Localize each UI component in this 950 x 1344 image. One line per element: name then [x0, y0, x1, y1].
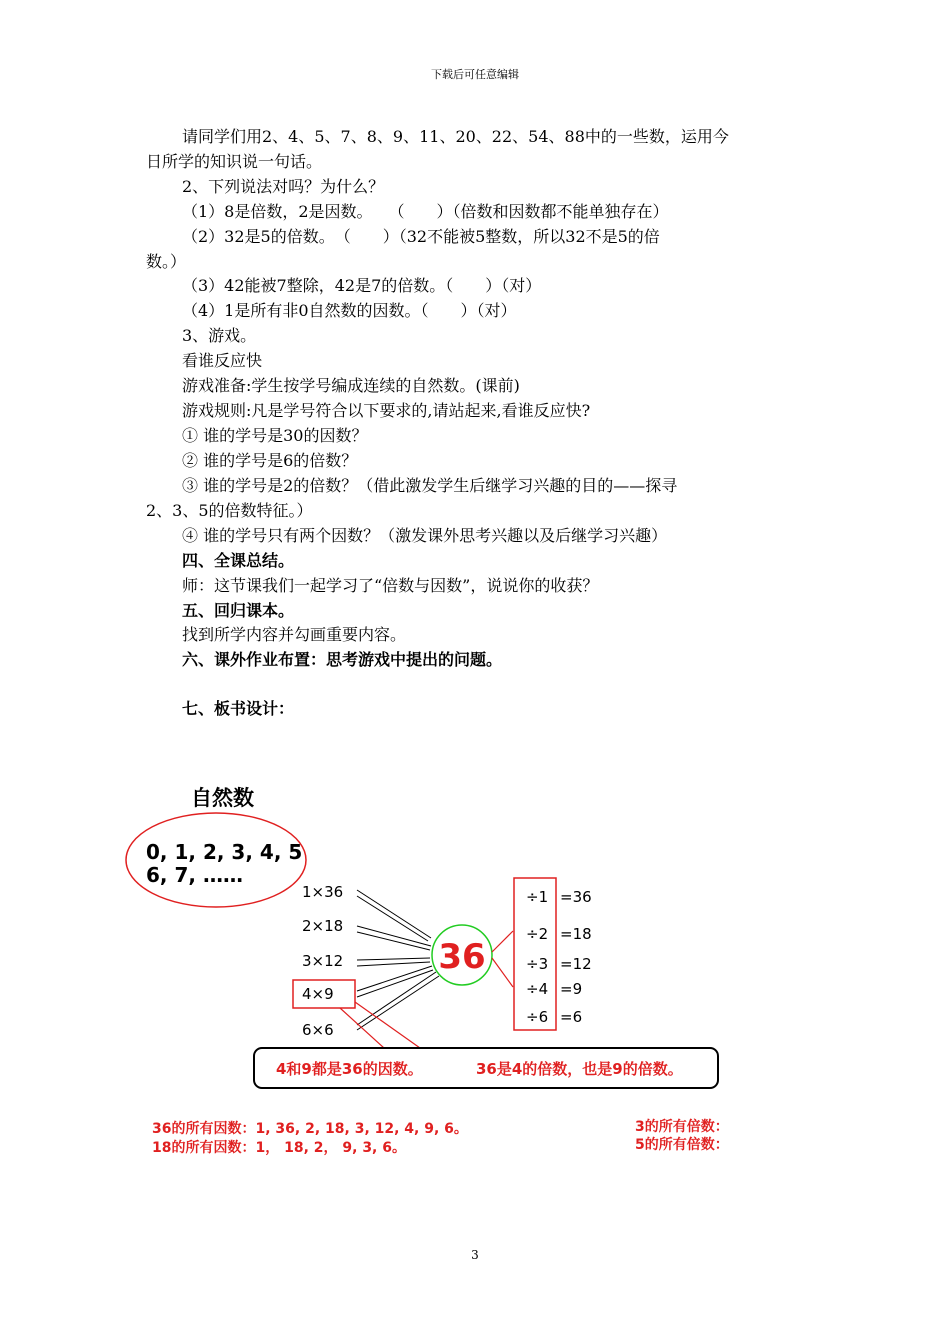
page-number: 3 [471, 1248, 479, 1262]
naturals-line-1: 0, 1, 2, 3, 4, 5 [146, 840, 303, 864]
quotient-9: =9 [560, 980, 583, 998]
division-1: ÷1 [526, 888, 549, 906]
statement-factors: 4和9都是36的因数。 [276, 1060, 423, 1078]
factors-of-36: 36的所有因数：1, 36, 2, 18, 3, 12, 4, 9, 6。 [152, 1121, 468, 1137]
naturals-line-2: 6, 7, …… [146, 863, 243, 887]
division-2: ÷2 [526, 925, 549, 943]
text-line: 2、下列说法对吗？为什么？ [182, 177, 385, 196]
text-line: 日所学的知识说一句话。 [146, 152, 323, 171]
text-line: 游戏规则:凡是学号符合以下要求的,请站起来,看谁反应快? [182, 401, 591, 420]
quotient-12: =12 [560, 955, 592, 973]
board-title: 自然数 [191, 786, 254, 810]
text-line: 2、3、5的倍数特征。） [146, 501, 313, 520]
factors-of-18: 18的所有因数：1， 18, 2， 9, 3, 6。 [152, 1140, 406, 1156]
text-line: ① 谁的学号是30的因数？ [182, 426, 368, 445]
quotient-18: =18 [560, 925, 592, 943]
text-line: 请同学们用2、4、5、7、8、9、11、20、22、54、88中的一些数，运用今 [182, 127, 729, 146]
text-line: ③ 谁的学号是2的倍数？（借此激发学生后继学习兴趣的目的——探寻 [182, 476, 678, 495]
division-4: ÷4 [526, 980, 549, 998]
text-line: （4）1是所有非0自然数的因数。（ ）（对） [182, 301, 517, 320]
multiples-of-5: 5的所有倍数： [635, 1137, 729, 1153]
section-heading: 七、板书设计： [182, 699, 295, 718]
text-line: 3、游戏。 [182, 326, 257, 345]
section-heading: 四、全课总结。 [182, 551, 295, 570]
product-1x36: 1×36 [302, 883, 344, 901]
product-3x12: 3×12 [302, 952, 344, 970]
text-line: ② 谁的学号是6的倍数？ [182, 451, 358, 470]
text-line: 看谁反应快 [182, 351, 263, 370]
text-line: （1）8是倍数，2是因数。 （ ）（倍数和因数都不能单独存在） [182, 202, 669, 221]
text-line: 游戏准备:学生按学号编成连续的自然数。(课前) [182, 376, 520, 395]
text-line: ④ 谁的学号只有两个因数？（激发课外思考兴趣以及后继学习兴趣） [182, 526, 668, 545]
quotient-36: =36 [560, 888, 592, 906]
text-line: 师：这节课我们一起学习了“倍数与因数”，说说你的收获？ [182, 576, 599, 595]
multiples-of-3: 3的所有倍数： [635, 1119, 729, 1135]
section-heading: 六、课外作业布置：思考游戏中提出的问题。 [182, 650, 503, 669]
division-6: ÷6 [526, 1008, 549, 1026]
product-4x9: 4×9 [302, 985, 334, 1003]
product-6x6: 6×6 [302, 1021, 334, 1039]
text-line: （3）42能被7整除，42是7的倍数。（ ）（对） [182, 276, 542, 295]
page-header: 下载后可任意编辑 [431, 68, 519, 81]
text-line: （2）32是5的倍数。 （ ）（32不能被5整数，所以32不是5的倍 [182, 227, 660, 246]
text-line: 数。） [146, 252, 187, 271]
product-2x18: 2×18 [302, 917, 344, 935]
section-heading: 五、回归课本。 [182, 601, 295, 620]
statement-multiples: 36是4的倍数，也是9的倍数。 [476, 1060, 683, 1078]
center-number: 36 [438, 937, 486, 977]
text-line: 找到所学内容并勾画重要内容。 [182, 625, 407, 644]
division-3: ÷3 [526, 955, 549, 973]
quotient-6: =6 [560, 1008, 583, 1026]
connector-lines [357, 890, 439, 1030]
